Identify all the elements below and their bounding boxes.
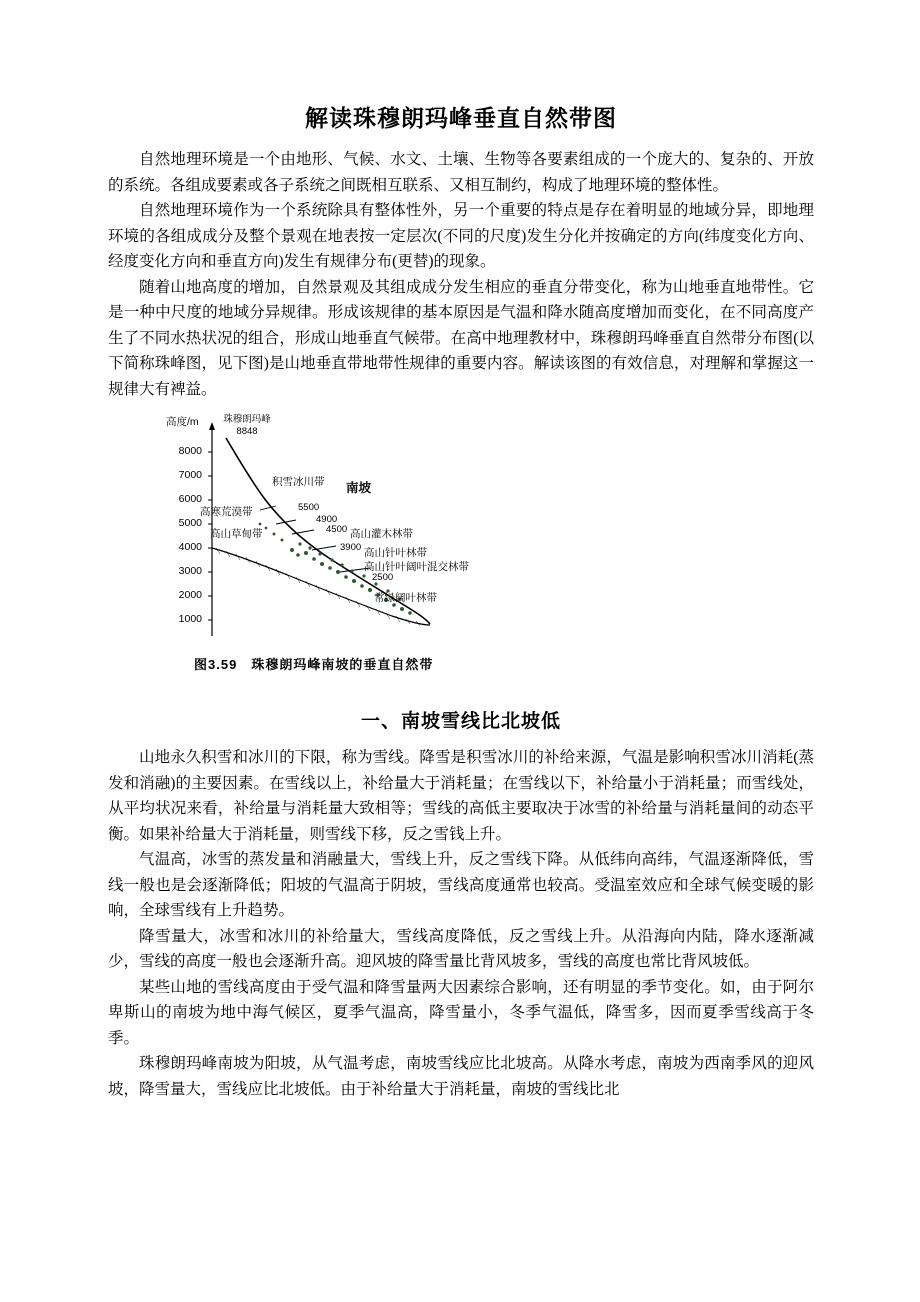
peak-elevation-label: 8848 bbox=[236, 426, 258, 437]
intro-paragraph-2: 自然地理环境作为一个系统除具有整体性外，另一个重要的特点是存在着明显的地域分异，即地理环境的各组成成分及整个景观在地表按一定层次(不同的尺度)发生分化并按确定的方向(纬度变化方向、经度变化方向和垂直方向)发生有规律分布(更替)的现象。 bbox=[108, 202, 814, 270]
figure-inner bbox=[164, 414, 564, 682]
intro-paragraph-3: 随着山地高度的增加，自然景观及其组成成分发生相应的垂直分带变化，称为山地垂直地带性。它是一种中尺度的地域分异规律。形成该规律的基本原因是气温和降水随高度增加而变化，在不同高度产生了不同水热状况的组合，形成山地垂直气候带。在高中地理教材中，珠穆朗玛峰垂直自然带分布图(以下简称珠峰图，见下图)是山地垂直带地带性规律的重要内容。解读该图的有效信息，对理解和掌握这一规律大有裨益。 bbox=[108, 278, 814, 398]
zone-label-mixed-forest: 高山针叶阔叶混交林带 bbox=[364, 561, 469, 573]
zone-label-evergreen-broadleaf: 常绿阔叶林带 bbox=[374, 592, 437, 604]
section-one-paragraph-4: 某些山地的雪线高度由于受气温和降雪量两大因素综合影响，还有明显的季节变化。如，由于阿尔卑斯山的南坡为地中海气候区，夏季气温高，降雪量小，冬季气温低，降雪多，因而夏季雪线高于冬季。 bbox=[108, 978, 814, 1047]
section-one-paragraph-3: 降雪量大，冰雪和冰川的补给量大，雪线高度降低，反之雪线上升。从沿海向内陆，降水逐渐减少，雪线的高度一般也会逐渐升高。迎风坡的降雪量比背风坡多，雪线的高度也常比背风坡低。 bbox=[108, 927, 814, 970]
peak-name-label: 珠穆朗玛峰 bbox=[223, 414, 271, 425]
y-tick-6000: 6000 bbox=[178, 493, 202, 505]
section-one-paragraph-2: 气温高，冰雪的蒸发量和消融量大，雪线上升，反之雪线下降。从低纬向高纬，气温逐渐降低，雪线一般也是会逐渐降低；阳坡的气温高于阴坡，雪线高度通常也较高。受温室效应和全球气候变暖的影响，全球雪线有上升趋势。 bbox=[108, 851, 814, 919]
zone-boundary-4500: 4500 bbox=[326, 524, 348, 535]
zone-boundary-2500: 2500 bbox=[372, 572, 394, 583]
y-tick-5000: 5000 bbox=[178, 517, 202, 529]
zone-label-alpine-desert: 高寒荒漠带 bbox=[200, 506, 253, 518]
zone-label-snow-glacier: 积雪冰川带 bbox=[272, 476, 325, 488]
section-one-paragraph-5: 珠穆朗玛峰南坡为阳坡，从气温考虑，南坡雪线应比北坡高。从降水考虑，南坡为西南季风的迎风坡，降雪量大，雪线应比北坡低。由于补给量大于消耗量，南坡的雪线比北 bbox=[108, 1055, 814, 1098]
document-content bbox=[108, 100, 814, 1102]
y-tick-3000: 3000 bbox=[178, 565, 202, 577]
zone-boundary-5500: 5500 bbox=[298, 502, 320, 513]
figure-caption-number: 图3.59 bbox=[194, 657, 238, 672]
y-tick-8000: 8000 bbox=[178, 445, 202, 457]
figure-caption-text: 珠穆朗玛峰南坡的垂直自然带 bbox=[251, 657, 434, 672]
y-tick-4000: 4000 bbox=[178, 541, 202, 553]
zone-label-alpine-meadow: 高山草甸带 bbox=[210, 528, 263, 540]
figure-caption bbox=[194, 654, 564, 673]
intro-paragraph-1: 自然地理环境是一个由地形、气候、水文、土壤、生物等各要素组成的一个庞大的、复杂的、开放的系统。各组成要素或各子系统之间既相互联系、又相互制约，构成了地理环境的整体性。 bbox=[108, 151, 814, 194]
figure-vertical-zones bbox=[108, 414, 814, 682]
y-tick-1000: 1000 bbox=[178, 613, 202, 625]
zone-boundary-4900: 4900 bbox=[316, 514, 338, 525]
zone-boundary-3900: 3900 bbox=[340, 542, 362, 553]
zone-label-alpine-conifer: 高山针叶林带 bbox=[364, 547, 427, 559]
slope-label-south: 南坡 bbox=[346, 481, 372, 495]
section-one-paragraph-1: 山地永久积雪和冰川的下限，称为雪线。降雪是积雪冰川的补给来源，气温是影响积雪冰川消耗(蒸发和消融)的主要因素。在雪线以上，补给量大于消耗量；在雪线以下，补给量小于消耗量；而雪线处，从平均状况来看，补给量与消耗量大致相等；雪线的高低主要取决于冰雪的补给量与消耗量间的动态平衡。如果补给量大于消耗量，则雪线下移，反之雪钱上升。 bbox=[108, 749, 814, 843]
section-heading-one: 一、南坡雪线比北坡低 bbox=[360, 711, 561, 732]
page-title: 解读珠穆朗玛峰垂直自然带图 bbox=[305, 105, 617, 131]
y-tick-2000: 2000 bbox=[178, 589, 202, 601]
zone-label-alpine-shrub: 高山灌木林带 bbox=[350, 528, 413, 540]
y-tick-7000: 7000 bbox=[178, 469, 202, 481]
figure-y-axis-label: 高度/m bbox=[166, 416, 199, 428]
